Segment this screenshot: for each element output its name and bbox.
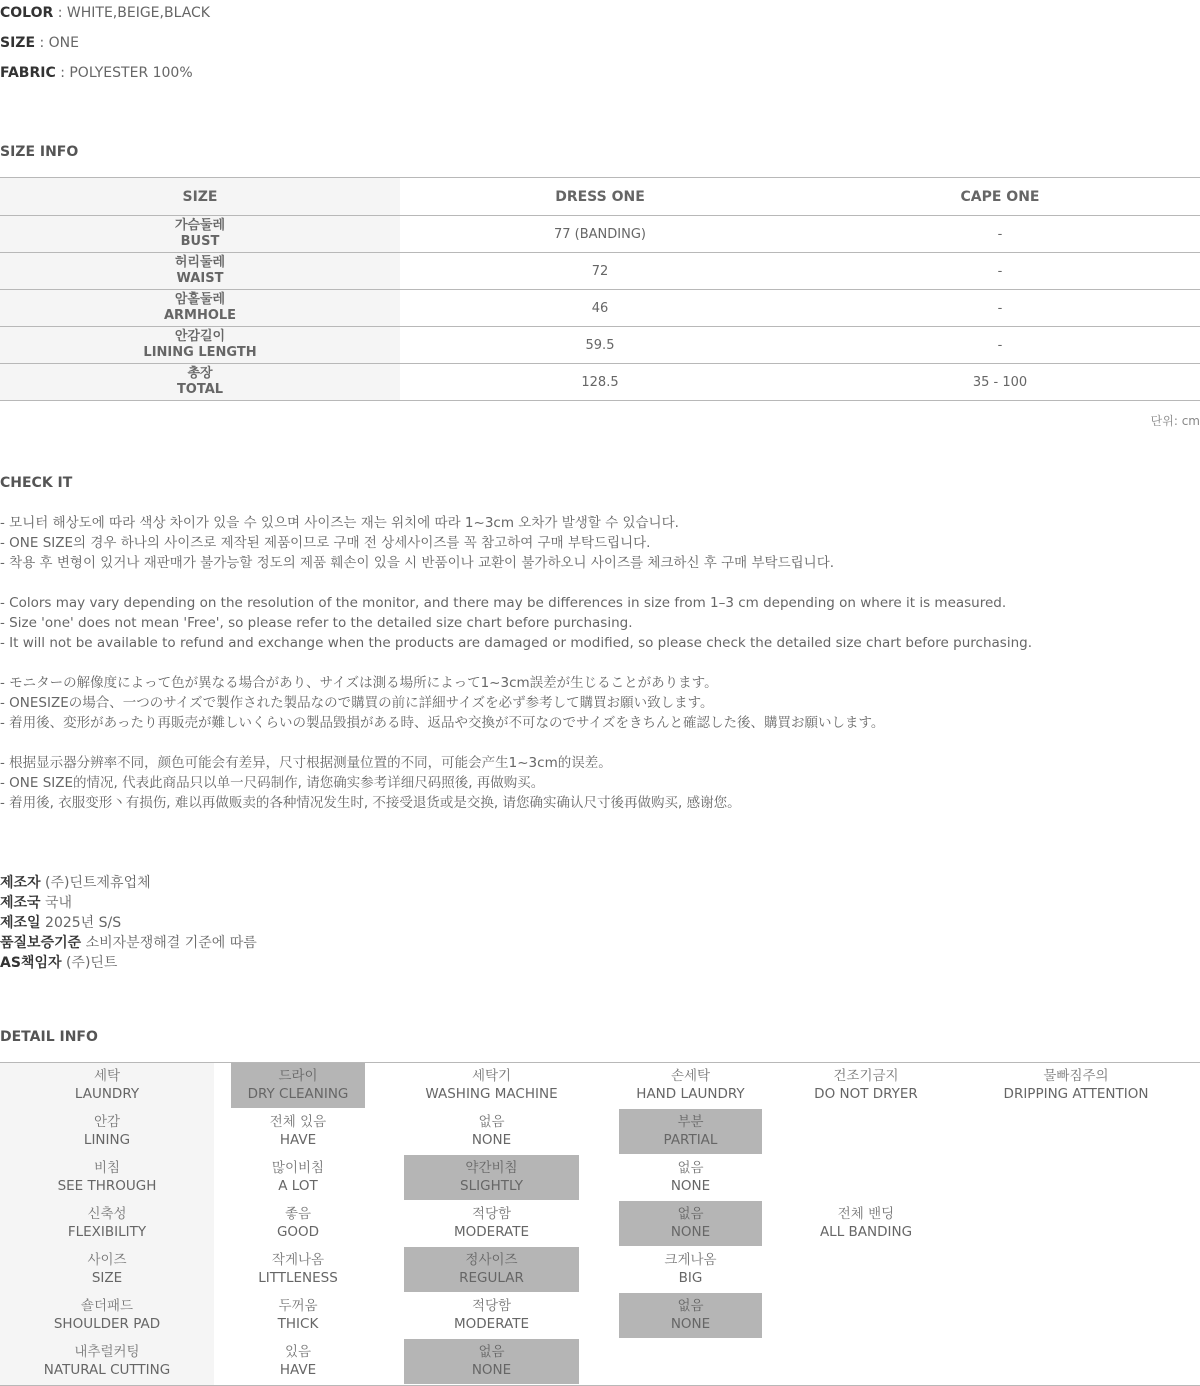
note-line: - ONE SIZE의 경우 하나의 사이즈로 제작된 제품이므로 구매 전 상세사이즈를 꼭 참고하여 구매 부탁드립니다. bbox=[0, 535, 651, 551]
detail-info-title: DETAIL INFO bbox=[0, 1029, 98, 1045]
detail-option bbox=[404, 1109, 579, 1154]
detail-en: LAUNDRY bbox=[74, 1086, 140, 1102]
detail-ko: 약간비침 bbox=[465, 1160, 518, 1176]
spec-key: FABRIC bbox=[0, 65, 56, 81]
note-line: - 모니터 해상도에 따라 색상 차이가 있을 수 있으며 사이즈는 재는 위치에 따라 1~3cm 오차가 발생할 수 있습니다. bbox=[0, 515, 679, 531]
detail-row-label bbox=[0, 1063, 214, 1108]
detail-en: THICK bbox=[277, 1316, 319, 1332]
detail-option bbox=[231, 1201, 365, 1246]
detail-ko: 작게나옴 bbox=[271, 1252, 325, 1268]
detail-info-grid bbox=[0, 1062, 1200, 1386]
detail-option-selected bbox=[404, 1339, 579, 1384]
detail-ko: 전체 있음 bbox=[269, 1114, 327, 1130]
detail-ko: 세탁 bbox=[93, 1068, 121, 1084]
maker-key: 제조자 bbox=[0, 875, 41, 891]
measure-label-en: ARMHOLE bbox=[163, 308, 237, 323]
detail-ko: 내추럴커팅 bbox=[74, 1344, 140, 1360]
detail-ko: 있음 bbox=[284, 1344, 312, 1360]
table-row bbox=[0, 290, 1200, 327]
detail-ko: 없음 bbox=[677, 1298, 704, 1314]
detail-en: LINING bbox=[83, 1132, 131, 1148]
maker-key: 품질보증기준 bbox=[0, 935, 82, 951]
detail-ko: 크게나옴 bbox=[664, 1252, 717, 1268]
cape-value: - bbox=[800, 290, 1200, 327]
note-line: - Size 'one' does not mean 'Free', so please refer to the detailed size chart before purchasing. bbox=[0, 615, 633, 631]
note-line: - 着用後、変形があったり再販売が難しいくらいの製品毀損がある時、返品や交換が不可なのでサイズをきちんと確認した後、購買お願いします。 bbox=[0, 715, 885, 731]
maker-row bbox=[0, 913, 257, 933]
detail-ko: 비침 bbox=[93, 1160, 121, 1176]
detail-option bbox=[404, 1293, 579, 1338]
detail-option bbox=[231, 1109, 365, 1154]
maker-row bbox=[0, 893, 257, 913]
header-size: SIZE bbox=[0, 178, 400, 216]
detail-en: DRY CLEANING bbox=[247, 1086, 349, 1102]
table-row bbox=[0, 327, 1200, 364]
table-row bbox=[0, 253, 1200, 290]
measure-label-en: LINING LENGTH bbox=[143, 345, 257, 360]
table-row bbox=[0, 216, 1200, 253]
detail-en: ALL BANDING bbox=[819, 1224, 913, 1240]
detail-ko: 부분 bbox=[677, 1114, 704, 1130]
size-table bbox=[0, 177, 1200, 401]
detail-option bbox=[619, 1247, 762, 1292]
detail-ko: 건조기금지 bbox=[833, 1068, 899, 1084]
detail-ko: 많이비침 bbox=[271, 1160, 325, 1176]
detail-en: SIZE bbox=[91, 1270, 123, 1286]
detail-ko: 적당함 bbox=[471, 1298, 512, 1314]
detail-ko: 좋음 bbox=[284, 1206, 312, 1222]
detail-en: GOOD bbox=[276, 1224, 320, 1240]
table-row bbox=[0, 364, 1200, 401]
unit-note: 단위: cm bbox=[1150, 414, 1200, 428]
detail-ko: 사이즈 bbox=[87, 1252, 127, 1268]
detail-en: REGULAR bbox=[459, 1270, 524, 1286]
dress-value: 46 bbox=[400, 290, 800, 327]
size-info-title: SIZE INFO bbox=[0, 144, 79, 160]
detail-en: DO NOT DRYER bbox=[814, 1086, 918, 1102]
measure-label-ko: 허리둘레 bbox=[174, 255, 226, 270]
detail-en: FLEXIBILITY bbox=[67, 1224, 147, 1240]
measure-label bbox=[0, 290, 400, 327]
detail-option bbox=[231, 1247, 365, 1292]
detail-option bbox=[231, 1293, 365, 1338]
detail-option bbox=[619, 1063, 762, 1108]
detail-option-selected bbox=[404, 1155, 579, 1200]
header-cape-one: CAPE ONE bbox=[800, 178, 1200, 216]
detail-en: NONE bbox=[670, 1316, 711, 1332]
detail-en: MODERATE bbox=[454, 1224, 529, 1240]
detail-en: NONE bbox=[670, 1224, 711, 1240]
maker-key: AS책임자 bbox=[0, 955, 62, 971]
detail-en: SEE THROUGH bbox=[57, 1178, 157, 1194]
spec-color bbox=[0, 3, 210, 23]
detail-ko: 없음 bbox=[478, 1344, 505, 1360]
note-line: - It will not be available to refund and exchange when the products are damaged or modified, so please check the detailed size chart before purchasing. bbox=[0, 635, 1032, 651]
detail-en: SHOULDER PAD bbox=[53, 1316, 161, 1332]
note-line: - Colors may vary depending on the resolution of the monitor, and there may be differences in size from 1–3 cm depending on where it is measured. bbox=[0, 595, 1007, 611]
detail-ko: 두꺼움 bbox=[278, 1298, 318, 1314]
detail-option bbox=[619, 1155, 762, 1200]
detail-ko: 없음 bbox=[478, 1114, 505, 1130]
measure-label-ko: 암홀둘레 bbox=[174, 292, 226, 307]
measure-label-ko: 총장 bbox=[187, 366, 213, 381]
detail-ko: 적당함 bbox=[471, 1206, 512, 1222]
dress-value: 72 bbox=[400, 253, 800, 290]
detail-option-selected bbox=[404, 1247, 579, 1292]
detail-option-selected bbox=[619, 1109, 762, 1154]
detail-ko: 안감 bbox=[93, 1114, 121, 1130]
detail-ko: 정사이즈 bbox=[465, 1252, 518, 1268]
maker-value: (주)딘트 bbox=[65, 955, 118, 971]
measure-label-en: TOTAL bbox=[176, 382, 224, 397]
detail-ko: 드라이 bbox=[278, 1068, 318, 1084]
note-line: - ONE SIZE的情况, 代表此商品只以单一尺码制作, 请您确实参考详细尺码照後, 再做购买。 bbox=[0, 775, 545, 791]
spec-key: SIZE bbox=[0, 35, 36, 51]
detail-option-selected bbox=[231, 1063, 365, 1108]
measure-label bbox=[0, 253, 400, 290]
detail-en: HAND LAUNDRY bbox=[636, 1086, 745, 1102]
detail-option-selected bbox=[619, 1293, 762, 1338]
detail-row-label bbox=[0, 1339, 214, 1384]
note-line: - 착용 후 변형이 있거나 재판매가 불가능할 정도의 제품 훼손이 있을 시 반품이나 교환이 불가하오니 사이즈를 체크하신 후 구매 부탁드립니다. bbox=[0, 555, 835, 571]
detail-en: LITTLENESS bbox=[258, 1270, 338, 1286]
measure-label-en: BUST bbox=[180, 234, 220, 249]
detail-option bbox=[404, 1063, 579, 1108]
maker-key: 제조국 bbox=[0, 895, 41, 911]
detail-row-label bbox=[0, 1247, 214, 1292]
cape-value: - bbox=[800, 253, 1200, 290]
detail-ko: 숄더패드 bbox=[80, 1298, 134, 1314]
measure-label bbox=[0, 364, 400, 401]
check-it-title: CHECK IT bbox=[0, 475, 73, 491]
check-it-notes bbox=[0, 513, 1200, 813]
detail-option bbox=[1003, 1063, 1149, 1108]
detail-row-label bbox=[0, 1155, 214, 1200]
detail-ko: 물빠짐주의 bbox=[1043, 1068, 1109, 1084]
detail-ko: 손세탁 bbox=[670, 1068, 711, 1084]
detail-ko: 전체 밴딩 bbox=[837, 1206, 895, 1222]
measure-label-en: WAIST bbox=[176, 271, 224, 286]
spec-value: : WHITE,BEIGE,BLACK bbox=[57, 5, 210, 21]
detail-en: NONE bbox=[471, 1132, 512, 1148]
spec-value: : POLYESTER 100% bbox=[60, 65, 193, 81]
detail-option bbox=[793, 1063, 939, 1108]
size-table-header-row bbox=[0, 178, 1200, 216]
measure-label bbox=[0, 327, 400, 364]
spec-value: : ONE bbox=[39, 35, 79, 51]
maker-key: 제조일 bbox=[0, 915, 41, 931]
detail-en: HAVE bbox=[279, 1362, 317, 1378]
maker-value: 2025년 S/S bbox=[45, 915, 122, 931]
maker-row bbox=[0, 933, 257, 953]
detail-option-selected bbox=[619, 1201, 762, 1246]
spec-fabric bbox=[0, 63, 193, 83]
maker-value: 소비자분쟁해결 기준에 따름 bbox=[85, 935, 257, 951]
detail-en: DRIPPING ATTENTION bbox=[1003, 1086, 1149, 1102]
detail-option bbox=[231, 1155, 365, 1200]
detail-en: WASHING MACHINE bbox=[425, 1086, 558, 1102]
note-line: - モニターの解像度によって色が異なる場合があり、サイズは測る場所によって1~3cm誤差が生じることがあります。 bbox=[0, 675, 718, 691]
cape-value: 35 - 100 bbox=[800, 364, 1200, 401]
detail-ko: 없음 bbox=[677, 1206, 704, 1222]
detail-option bbox=[404, 1201, 579, 1246]
detail-en: NATURAL CUTTING bbox=[43, 1362, 171, 1378]
detail-option bbox=[793, 1201, 939, 1246]
header-dress-one: DRESS ONE bbox=[400, 178, 800, 216]
cape-value: - bbox=[800, 216, 1200, 253]
note-line: - 根据显示器分辨率不同，颜色可能会有差异，尺寸根据测量位置的不同，可能会产生1~3cm的误差。 bbox=[0, 755, 612, 771]
detail-en: BIG bbox=[678, 1270, 703, 1286]
detail-en: A LOT bbox=[278, 1178, 318, 1194]
detail-en: NONE bbox=[471, 1362, 512, 1378]
dress-value: 128.5 bbox=[400, 364, 800, 401]
detail-ko: 신축성 bbox=[87, 1206, 127, 1222]
maker-row bbox=[0, 873, 257, 893]
detail-en: PARTIAL bbox=[663, 1132, 718, 1148]
dress-value: 59.5 bbox=[400, 327, 800, 364]
note-line: - ONESIZEの場合、一つのサイズで製作された製品なので購買の前に詳細サイズを必ず参考して購買お願い致します。 bbox=[0, 695, 714, 711]
maker-row bbox=[0, 953, 257, 973]
spec-key: COLOR bbox=[0, 5, 54, 21]
detail-ko: 세탁기 bbox=[471, 1068, 512, 1084]
detail-row-label bbox=[0, 1201, 214, 1246]
measure-label-ko: 가슴둘레 bbox=[174, 218, 226, 233]
maker-value: (주)딘트제휴업체 bbox=[45, 875, 151, 891]
cape-value: - bbox=[800, 327, 1200, 364]
maker-value: 국내 bbox=[45, 895, 73, 911]
detail-row-label bbox=[0, 1293, 214, 1338]
note-line: - 着用後, 衣服变形丶有损伤, 难以再做贩卖的各种情况发生时, 不接受退货或是交换, 请您确实确认尺寸後再做购买, 感谢您。 bbox=[0, 795, 741, 811]
detail-row-label bbox=[0, 1109, 214, 1154]
measure-label bbox=[0, 216, 400, 253]
measure-label-ko: 안감길이 bbox=[174, 329, 226, 344]
manufacturer-info bbox=[0, 873, 257, 973]
detail-en: NONE bbox=[670, 1178, 711, 1194]
detail-option bbox=[231, 1339, 365, 1384]
detail-en: SLIGHTLY bbox=[460, 1178, 523, 1194]
dress-value: 77 (BANDING) bbox=[400, 216, 800, 253]
detail-en: HAVE bbox=[279, 1132, 317, 1148]
detail-en: MODERATE bbox=[454, 1316, 529, 1332]
detail-ko: 없음 bbox=[677, 1160, 704, 1176]
spec-size bbox=[0, 33, 79, 53]
